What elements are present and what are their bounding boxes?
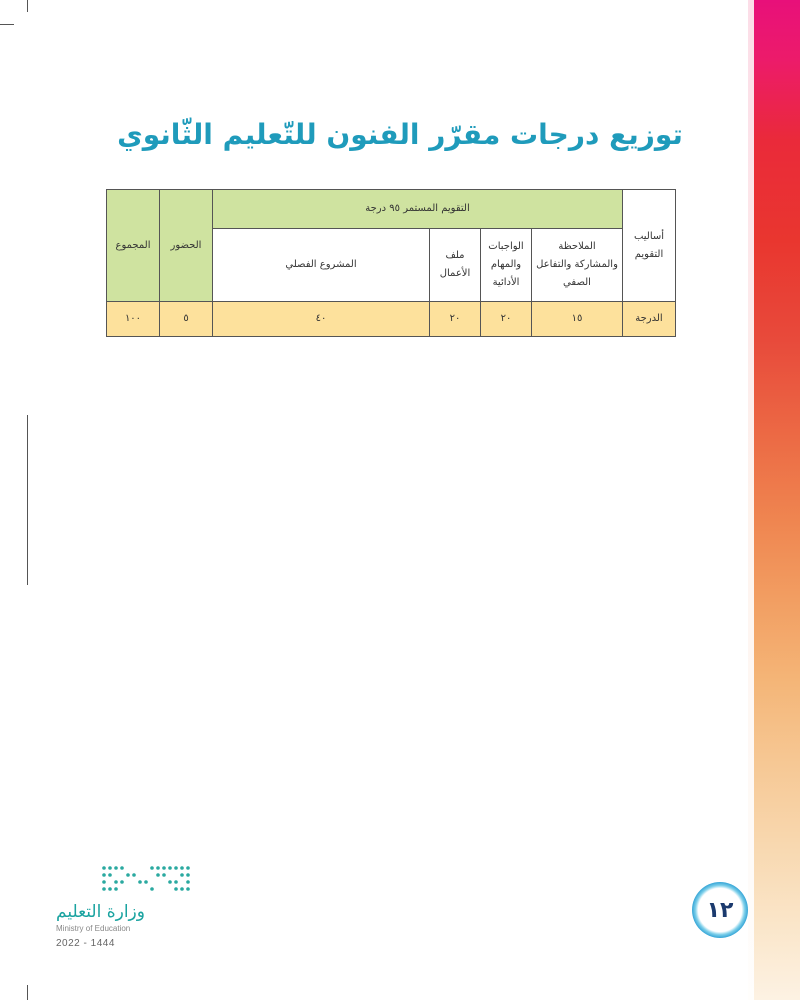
header-total: المجموع bbox=[107, 190, 160, 302]
ministry-logo bbox=[56, 862, 196, 962]
value-assignments: ٢٠ bbox=[481, 302, 532, 337]
column-header-assignments: الواجبات والمهام الأدائية bbox=[481, 229, 532, 302]
page-number-badge bbox=[692, 882, 748, 938]
value-total: ١٠٠ bbox=[107, 302, 160, 337]
value-observation: ١٥ bbox=[532, 302, 623, 337]
group-header-continuous-evaluation: التقويم المستمر ٩٥ درجة bbox=[213, 190, 623, 229]
ministry-name-english: Ministry of Education bbox=[56, 924, 131, 933]
page-title: توزيع درجات مقرّر الفنون للتّعليم الثّانوي bbox=[117, 118, 683, 151]
crop-mark-left-mid bbox=[27, 415, 28, 585]
ministry-year: 2022 - 1444 bbox=[56, 938, 115, 949]
corner-header-evaluation-methods: أساليب التقويم bbox=[623, 190, 676, 302]
crop-mark-bottom-left-v bbox=[27, 985, 28, 1000]
page-number: ١٢ bbox=[706, 897, 734, 923]
crop-mark-top-left-v bbox=[27, 0, 28, 12]
ministry-name-arabic: وزارة التعليم bbox=[56, 902, 145, 922]
row-label-grade: الدرجة bbox=[623, 302, 676, 337]
header-attendance: الحضور bbox=[160, 190, 213, 302]
column-header-project: المشروع الفصلي bbox=[213, 229, 430, 302]
value-portfolio: ٢٠ bbox=[430, 302, 481, 337]
crop-mark-top-left bbox=[0, 24, 14, 25]
grades-distribution-table bbox=[106, 189, 676, 337]
ministry-dots-icon bbox=[100, 864, 190, 894]
column-header-observation: الملاحظة والمشاركة والتفاعل الصفي bbox=[532, 229, 623, 302]
value-attendance: ٥ bbox=[160, 302, 213, 337]
value-project: ٤٠ bbox=[213, 302, 430, 337]
column-header-portfolio: ملف الأعمال bbox=[430, 229, 481, 302]
